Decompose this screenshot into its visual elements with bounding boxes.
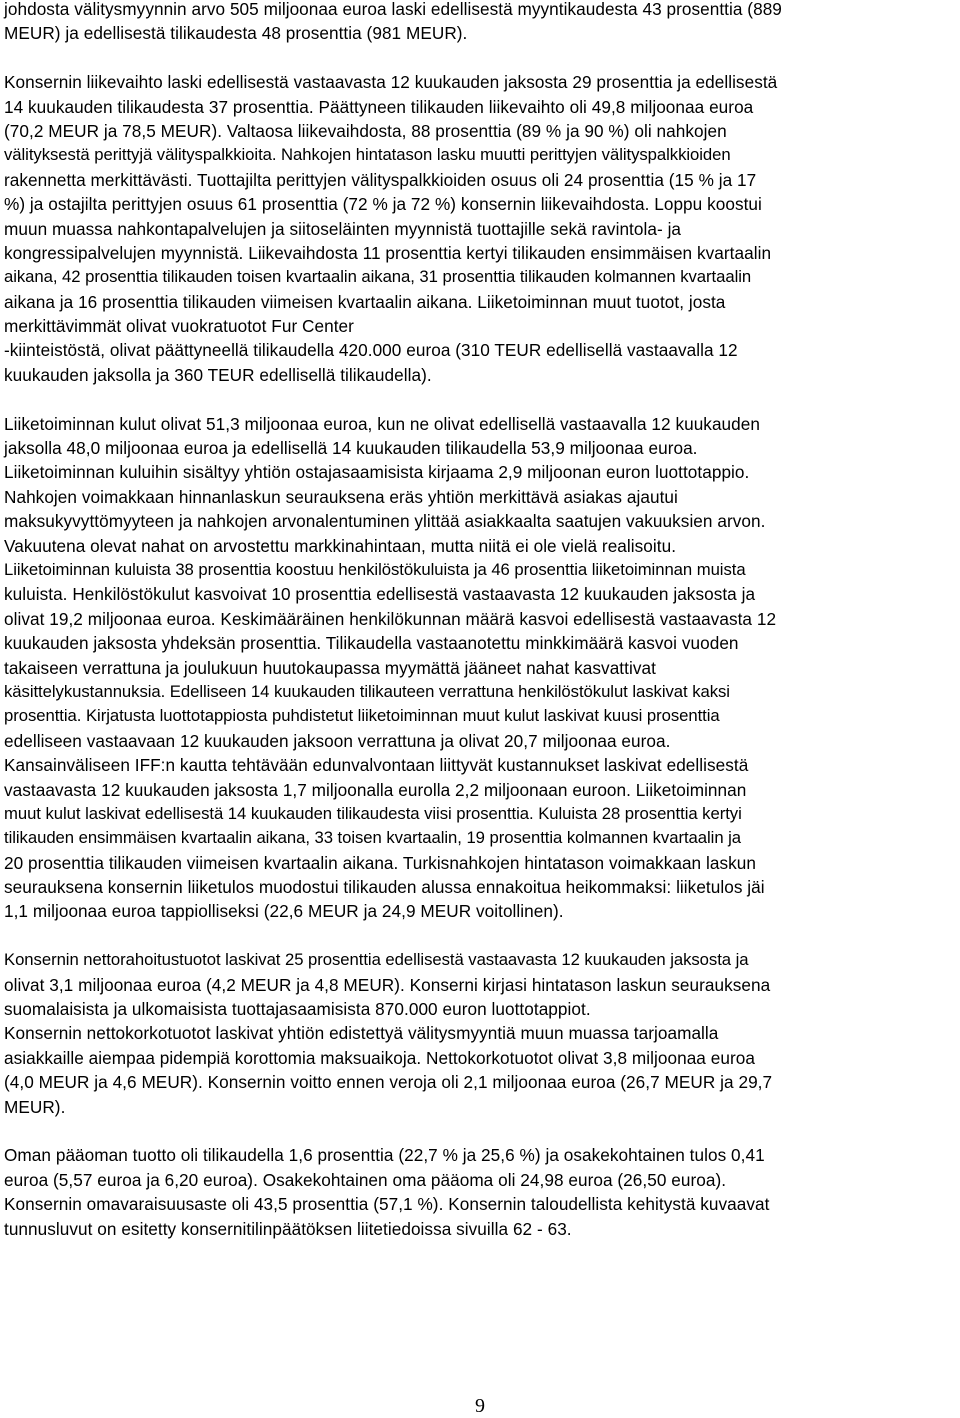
text-line: merkittävimmät olivat vuokratuotot Fur Center <box>4 316 354 337</box>
text-line: kuukauden jaksosta yhdeksän prosenttia. Tilikaudella vastaanotettu minkkimäärä kasvoi vuoden <box>4 633 739 654</box>
page-number: 9 <box>475 1395 485 1417</box>
text-line: seurauksena konsernin liiketulos muodostui tilikauden alussa ennakoitua heikommaksi: liiketulos jäi <box>4 877 765 898</box>
text-line: prosenttia. Kirjatusta luottotappiosta puhdistetut liiketoiminnan muut kulut laskivat kuusi prosenttia <box>4 706 720 726</box>
text-line: aikana ja 16 prosenttia tilikauden viimeisen kvartaalin aikana. Liiketoiminnan muut tuotot, josta <box>4 291 726 312</box>
text-line: MEUR). <box>4 1096 66 1117</box>
paragraph-spacer <box>4 387 959 411</box>
text-line: Vakuutena olevat nahat on arvostettu markkinahintaan, mutta niitä ei ole vielä realisoitu. <box>4 535 677 556</box>
text-line: Konsernin nettorahoitustuotot laskivat 25 prosenttia edellisestä vastaavasta 12 kuukauden jaksosta ja <box>4 950 749 970</box>
text-line: 14 kuukauden tilikaudesta 37 prosenttia. Päättyneen tilikauden liikevaihto oli 49,8 miljoonaa euroa <box>4 96 754 117</box>
paragraph-valitysmyynti <box>4 0 959 46</box>
text-line: 1,1 miljoonaa euroa tappiolliseksi (22,6 MEUR ja 24,9 MEUR voitollinen). <box>4 901 564 922</box>
text-line: olivat 3,1 miljoonaa euroa (4,2 MEUR ja 4,8 MEUR). Konserni kirjasi hintatason laskun seurauksena <box>4 974 771 995</box>
paragraph-spacer <box>4 46 959 70</box>
text-line: kongressipalvelujen myynnistä. Liikevaihdosta 11 prosenttia kertyi tilikauden ensimmäisen kvartaalin <box>4 242 772 263</box>
text-line: Konsernin omavaraisuusaste oli 43,5 prosenttia (57,1 %). Konsernin taloudellista kehitystä kuvaavat <box>4 1194 770 1215</box>
text-line: johdosta välitysmyynnin arvo 505 miljoonaa euroa laski edellisestä myyntikaudesta 43 prosenttia (889 <box>4 0 782 19</box>
text-line: Konsernin nettokorkotuotot laskivat yhtiön edistettyä välitysmyyntiä muun muassa tarjoamalla <box>4 1023 719 1044</box>
text-line: jaksolla 48,0 miljoonaa euroa ja edellisellä 14 kuukauden tilikaudella 53,9 miljoonaa euroa. <box>4 438 698 459</box>
text-line: (4,0 MEUR ja 4,6 MEUR). Konsernin voitto ennen veroja oli 2,1 miljoonaa euroa (26,7 MEUR ja 29,7 <box>4 1072 773 1093</box>
text-line: Liiketoiminnan kuluihin sisältyy yhtiön ostajasaamisista kirjaama 2,9 miljoonan euron luottotappio. <box>4 462 750 483</box>
text-line: Konsernin liikevaihto laski edellisestä vastaavasta 12 kuukauden jaksosta 29 prosenttia ja edellisestä <box>4 72 778 93</box>
text-line: -kiinteistöstä, olivat päättyneellä tilikaudella 420.000 euroa (310 TEUR edellisellä vastaavalla 12 <box>4 340 738 361</box>
paragraph-liikevaihto <box>4 70 959 387</box>
paragraph-spacer <box>4 1119 959 1143</box>
paragraph-rahoitustuotot <box>4 948 959 1119</box>
text-line: asiakkaille aiempaa pidempiä korottomia maksuaikoja. Nettokorkotuotot olivat 3,8 miljoonaa euroa <box>4 1047 755 1068</box>
text-line: Nahkojen voimakkaan hinnanlaskun seurauksena eräs yhtiön merkittävä asiakas ajautui <box>4 486 678 507</box>
text-line: suomalaisista ja ulkomaisista tuottajasaamisista 870.000 euron luottotappiot. <box>4 999 591 1020</box>
text-line: rakennetta merkittävästi. Tuottajilta perittyjen välityspalkkioiden osuus oli 24 prosenttia (15 % ja 17 <box>4 169 757 190</box>
text-line: kuukauden jaksolla ja 360 TEUR edellisellä tilikaudella). <box>4 364 432 385</box>
text-line: välityksestä perittyjä välityspalkkioita. Nahkojen hintatason lasku muutti perittyjen välityspalkkioiden <box>4 145 731 165</box>
text-line: olivat 19,2 miljoonaa euroa. Keskimääräinen henkilökunnan määrä kasvoi edellisestä vastaavasta 12 <box>4 608 777 629</box>
text-line: käsittelykustannuksia. Edelliseen 14 kuukauden tilikauteen verrattuna henkilöstökulut laskivat kaksi <box>4 681 730 701</box>
text-line: takaiseen verrattuna ja joulukuun huutokaupassa myymättä jääneet nahat kasvattivat <box>4 657 656 678</box>
text-line: maksukyvyttömyyteen ja nahkojen arvonalentuminen ylittää asiakkaalta saatujen vakuuksien arvon. <box>4 511 766 532</box>
text-line: tunnusluvut on esitetty konsernitilinpäätöksen liitetiedoissa sivuilla 62 - 63. <box>4 1218 572 1239</box>
text-line: Kansainväliseen IFF:n kautta tehtävään edunvalvontaan liittyvät kustannukset laskivat edellisestä <box>4 755 749 776</box>
text-line: Liiketoiminnan kulut olivat 51,3 miljoonaa euroa, kun ne olivat edellisellä vastaavalla 12 kuukauden <box>4 413 760 434</box>
text-line: kuluista. Henkilöstökulut kasvoivat 10 prosenttia edellisestä vastaavasta 12 kuukauden jaksosta ja <box>4 584 756 605</box>
text-line: 20 prosenttia tilikauden viimeisen kvartaalin aikana. Turkisnahkojen hintatason voimakkaan laskun <box>4 852 756 873</box>
body-text <box>4 0 959 1241</box>
text-line: Oman pääoman tuotto oli tilikaudella 1,6 prosenttia (22,7 % ja 25,6 %) ja osakekohtainen tulos 0,41 <box>4 1145 765 1166</box>
text-line: %) ja ostajilta perittyjen osuus 61 prosenttia (72 % ja 72 %) konsernin liikevaihdosta. Loppu koostui <box>4 194 762 215</box>
paragraph-spacer <box>4 924 959 948</box>
text-line: aikana, 42 prosenttia tilikauden toisen kvartaalin aikana, 31 prosenttia tilikauden kolmannen kvartaalin <box>4 267 752 287</box>
paragraph-tunnusluvut <box>4 1143 959 1241</box>
text-line: (70,2 MEUR ja 78,5 MEUR). Valtaosa liikevaihdosta, 88 prosenttia (89 % ja 90 %) oli nahkojen <box>4 120 727 141</box>
text-line: vastaavasta 12 kuukauden jaksosta 1,7 miljoonalla eurolla 2,2 miljoonaan euroon. Liiketoiminnan <box>4 779 747 800</box>
text-line: edelliseen vastaavaan 12 kuukauden jaksoon verrattuna ja olivat 20,7 miljoonaa euroa. <box>4 730 671 751</box>
text-line: muun muassa nahkontapalvelujen ja siitoseläinten myynnistä tuottajille sekä ravintola- ja <box>4 218 682 239</box>
text-line: tilikauden ensimmäisen kvartaalin aikana, 33 toisen kvartaalin, 19 prosenttia kolmannen kvartaalin ja <box>4 828 742 848</box>
paragraph-liiketoiminnan-kulut <box>4 412 959 924</box>
text-line: muut kulut laskivat edellisestä 14 kuukauden tilikaudesta viisi prosenttia. Kuluista 28 prosenttia kertyi <box>4 803 742 823</box>
text-line: MEUR) ja edellisestä tilikaudesta 48 prosenttia (981 MEUR). <box>4 23 468 44</box>
text-line: euroa (5,57 euroa ja 6,20 euroa). Osakekohtainen oma pääoma oli 24,98 euroa (26,50 euroa). <box>4 1169 727 1190</box>
text-line: Liiketoiminnan kuluista 38 prosenttia koostuu henkilöstökuluista ja 46 prosenttia liiketoiminnan muista <box>4 559 746 579</box>
